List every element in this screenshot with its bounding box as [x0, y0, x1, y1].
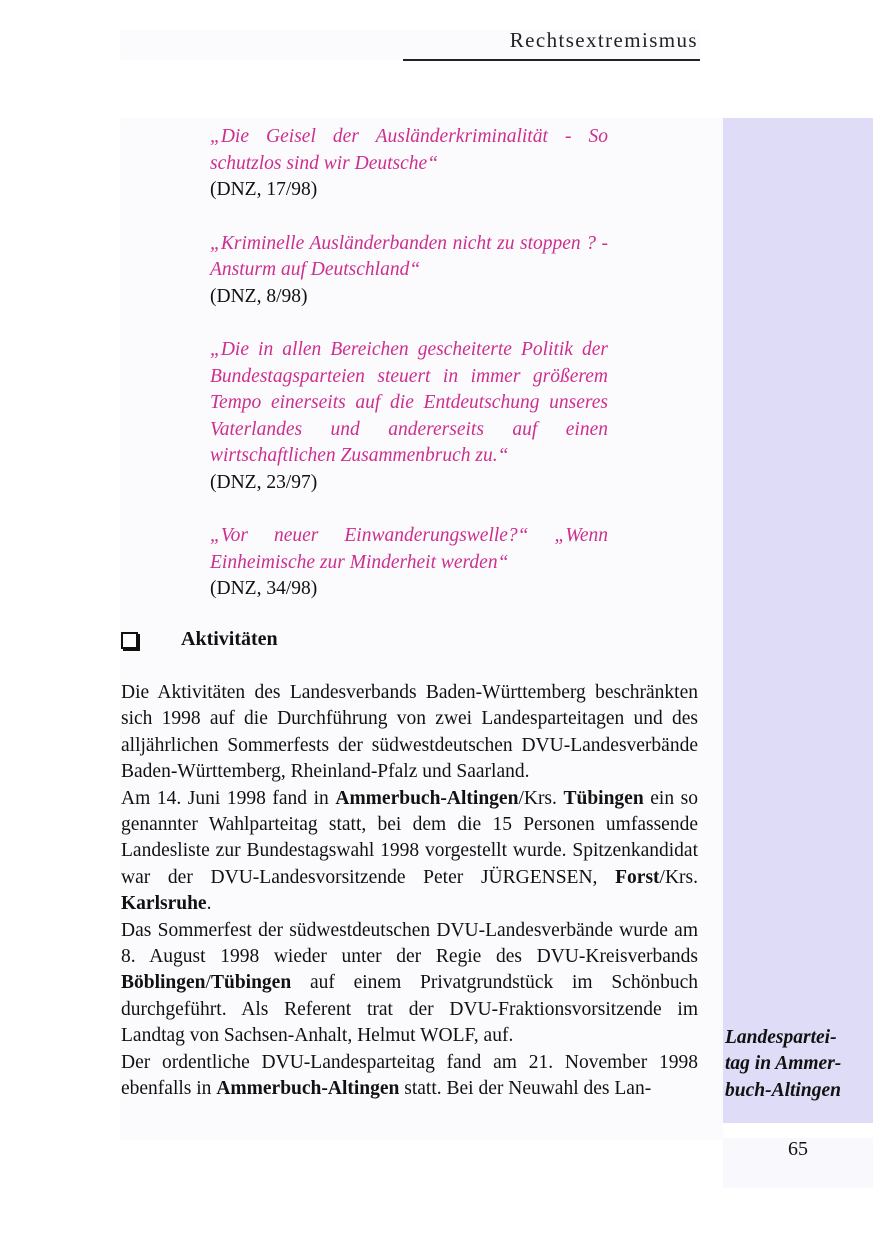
paragraph [121, 1050, 698, 1103]
margin-note-line: Landespartei- [725, 1027, 837, 1048]
quote-text: „Kriminelle Ausländerbanden nicht zu stoppen ? - Ansturm auf Deutschland“ [210, 232, 608, 280]
text-run: / [205, 972, 211, 994]
quote-source: (DNZ, 34/98) [210, 578, 318, 599]
place-name: Karlsruhe [121, 893, 207, 915]
quote-source: (DNZ, 17/98) [210, 179, 318, 200]
quote-source: (DNZ, 8/98) [210, 285, 308, 307]
place-name: Ammerbuch-Altingen [335, 787, 519, 809]
place-name: Tübingen [563, 787, 644, 809]
text-run: . [206, 893, 212, 915]
running-head: Rechtsextremismus [509, 28, 698, 52]
page-number: 65 [788, 1138, 808, 1160]
quote-source: (DNZ, 23/97) [210, 471, 318, 493]
quote-item [210, 337, 608, 496]
margin-column [723, 118, 873, 1123]
margin-note-line: tag in Ammer- [725, 1053, 842, 1075]
quote-text: „Die in allen Bereichen gescheiterte Politik der Bundestagsparteien steuert in immer größerem Tempo einerseits auf die Entdeutschung unseres Vaterlandes und andererseits auf einen wirtschaftlichen Zusammenbruch zu.“ [210, 339, 608, 466]
section-heading-row [121, 628, 701, 654]
text-run: /Krs. [518, 787, 564, 809]
paragraph: Die Aktivitäten des Landesverbands Baden-Württemberg beschränkten sich 1998 auf die Durchführung von zwei Landesparteitagen und des alljährlichen Sommerfests der südwestdeutschen DVU-Landesverbände Baden-Württemberg, Rheinland-Pfalz und Saarland. [121, 682, 698, 783]
place-name: Böblingen [121, 972, 206, 994]
quote-item [210, 523, 608, 603]
text-run: Das Sommerfest der südwestdeutschen DVU-Landesverbände wurde am 8. August 1998 wieder unter der Regie des DVU-Kreisverbands [121, 919, 698, 968]
text-run: ein so genannter Wahlparteitag statt, bei dem die 15 Personen umfassende Landesliste zur Bundestagswahl 1998 vorgestellt wurde. Spitzenkandidat war der DVU-Landesvorsitzende Peter JÜRGENSEN, [121, 787, 698, 888]
place-name: Forst [615, 866, 660, 888]
text-run: /Krs. [659, 866, 698, 888]
text-run: auf einem Privatgrundstück im Schönbuch durchgeführt. Als Referent trat der DVU-Fraktionsvorsitzende im Landtag von Sachsen-Anhalt, Helmut WOLF, auf. [121, 972, 698, 1047]
margin-note-line: buch-Altingen [725, 1079, 841, 1101]
paragraph [121, 786, 698, 918]
quote-block [210, 124, 608, 630]
quote-text: „Die Geisel der Ausländerkriminalität - So schutzlos sind wir Deutsche“ [210, 126, 608, 174]
section-heading: Aktivitäten [181, 628, 278, 650]
text-run: Der ordentliche DVU-Landesparteitag fand am 21. November 1998 ebenfalls in [121, 1051, 698, 1100]
margin-note [725, 1025, 865, 1104]
quote-item [210, 124, 608, 204]
quote-text: „Vor neuer Einwanderungswelle?“ „Wenn Einheimische zur Minderheit werden“ [210, 525, 608, 573]
text-run: statt. Bei der Neuwahl des Lan- [399, 1078, 652, 1100]
text-run: Am 14. Juni 1998 fand in [121, 787, 336, 809]
header-rule [403, 59, 700, 61]
body-text [121, 680, 698, 1103]
quote-item [210, 231, 608, 311]
checkbox-icon [121, 632, 138, 649]
place-name: Tübingen [210, 972, 292, 994]
paragraph [121, 918, 698, 1050]
place-name: Ammerbuch-Altingen [216, 1078, 400, 1100]
